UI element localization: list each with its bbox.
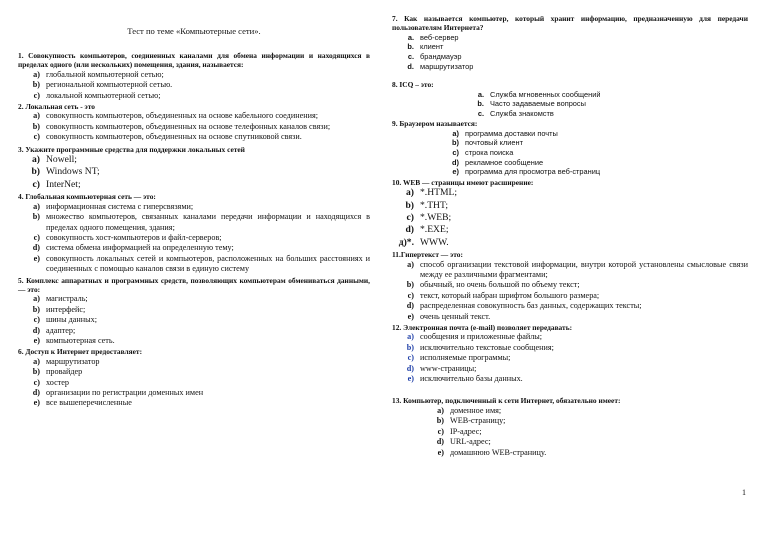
answer-option — [18, 70, 370, 80]
answer-option — [392, 448, 748, 458]
question-text: 6. Доступ к Интернет предоставляет: — [18, 347, 143, 357]
question-text: 7. Как называется компьютер, который хранит информацию, предназначенную для передачи пользователям Интернета? — [392, 14, 748, 33]
document-title: Тест по теме «Компьютерные сети». — [127, 26, 261, 36]
answer-option — [392, 343, 748, 353]
option-label: b) — [32, 304, 40, 314]
option-label: c) — [33, 315, 40, 325]
answer-option — [392, 224, 748, 236]
right-column — [392, 0, 748, 458]
option-label: c) — [407, 290, 414, 300]
option-label: a) — [407, 259, 414, 269]
answer-option — [18, 111, 370, 121]
option-label: d) — [405, 224, 414, 236]
question-text: 1. Совокупность компьютеров, соединенных каналами для обмена информации и находящихся в пределах одного (или нескольких) помещения, здания, называется: — [18, 51, 370, 70]
option-text: глобальной компьютерной сетью; — [46, 69, 164, 79]
option-text: совокупность локальных сетей и компьютеров, расположенных на больших расстояниях и соединенных с помощью каналов связи в единую систему — [46, 253, 370, 274]
option-text: строка поиска — [465, 147, 514, 157]
option-label: a. — [477, 89, 484, 99]
option-text: Служба знакомств — [490, 108, 554, 118]
answer-option — [18, 398, 370, 408]
option-label: b) — [32, 121, 40, 131]
option-label: c) — [437, 426, 444, 436]
option-label: d) — [32, 325, 40, 335]
answer-option — [18, 367, 370, 377]
option-text: маршрутизатор — [420, 61, 474, 71]
answer-option — [392, 42, 748, 52]
option-label: b) — [32, 212, 40, 222]
option-text: WEB-страницу; — [450, 416, 506, 426]
option-text: *.EXE; — [420, 224, 449, 236]
option-text: совокупность хост-компьютеров и файл-серверов; — [46, 232, 222, 242]
answer-option — [392, 332, 748, 342]
option-label: b) — [406, 280, 414, 290]
question-block-q9 — [392, 119, 748, 176]
answer-option — [18, 233, 370, 243]
option-label: b) — [32, 80, 40, 90]
option-text: исключительно базы данных. — [420, 374, 523, 384]
option-text: клиент — [420, 42, 444, 52]
answer-option — [392, 187, 748, 199]
option-label: c) — [33, 90, 40, 100]
answer-option — [18, 326, 370, 336]
option-label: e) — [33, 335, 40, 345]
option-text: исключительно текстовые сообщения; — [420, 342, 554, 352]
question-block-q4 — [18, 192, 370, 274]
option-text: способ организации текстовой информации, внутри которой установлены смысловые связи между ее различными фрагментами; — [420, 259, 748, 279]
question-text: 8. ICQ – это: — [392, 80, 434, 90]
question-text: 10. WEB — страницы имеют расширение: — [392, 177, 534, 187]
question-block-q10 — [392, 178, 748, 249]
option-text: Windows NT; — [46, 166, 100, 178]
option-text: домашнюю WEB-страницу. — [450, 447, 547, 457]
question-block-q13 — [392, 396, 748, 457]
answer-option — [392, 148, 748, 158]
option-label: a) — [437, 405, 444, 415]
option-label: a. — [407, 32, 414, 42]
answer-option — [18, 315, 370, 325]
option-text: совокупность компьютеров, объединенных на основе кабельного соединения; — [46, 111, 319, 121]
option-label: b) — [32, 367, 40, 377]
answer-option — [392, 374, 748, 384]
option-label: c) — [407, 353, 414, 363]
answer-option — [392, 212, 748, 224]
option-text: текст, который набран шрифтом большого размера; — [420, 290, 600, 300]
answer-option — [392, 406, 748, 416]
option-text: сообщения и приложенные файлы; — [420, 332, 543, 342]
answer-option — [18, 202, 370, 212]
left-column — [18, 0, 370, 409]
option-label: a) — [407, 332, 414, 342]
option-label: a) — [32, 154, 40, 166]
option-label: d) — [406, 363, 414, 373]
option-label: c. — [477, 108, 484, 118]
option-text: региональной компьютерной сетью. — [46, 80, 173, 90]
question-text: 2. Локальная сеть - это — [18, 102, 95, 112]
answer-option — [18, 305, 370, 315]
question-block-q8 — [392, 80, 748, 118]
answer-option — [18, 388, 370, 398]
option-text: распределенная совокупность баз данных, содержащих тексты; — [420, 301, 642, 311]
option-text: Nowell; — [46, 154, 77, 166]
option-label: d) — [436, 437, 444, 447]
answer-option — [18, 254, 370, 275]
answer-option — [392, 90, 748, 100]
option-label: e) — [33, 253, 40, 263]
option-label: b) — [405, 199, 414, 211]
answer-option — [18, 80, 370, 90]
option-label: a) — [33, 356, 40, 366]
question-text: 11.Гипертекст — это: — [392, 250, 463, 260]
option-text: веб-сервер — [420, 32, 459, 42]
option-text: интерфейс; — [46, 304, 86, 314]
option-text: компьютерная сеть. — [46, 335, 115, 345]
option-text: программа доставки почты — [465, 128, 558, 138]
option-label: a) — [33, 294, 40, 304]
option-label: e) — [407, 311, 414, 321]
question-block-q11 — [392, 250, 748, 322]
answer-option — [392, 301, 748, 311]
question-block-q6 — [18, 347, 370, 408]
option-label: b) — [406, 342, 414, 352]
answer-option — [18, 122, 370, 132]
option-label: a) — [33, 69, 40, 79]
option-text: шины данных; — [46, 315, 98, 325]
answer-option — [392, 129, 748, 139]
left-questions — [18, 51, 370, 409]
option-text: Часто задаваемые вопросы — [490, 99, 586, 109]
answer-option — [18, 212, 370, 233]
option-text: очень ценный текст. — [420, 311, 491, 321]
answer-option — [18, 132, 370, 142]
question-block-q2 — [18, 102, 370, 143]
option-text: *.WEB; — [420, 211, 452, 223]
answer-option — [392, 237, 748, 249]
option-label: d. — [407, 61, 414, 71]
option-label: c) — [406, 211, 414, 223]
option-text: хостер — [46, 377, 70, 387]
option-label: b. — [407, 42, 414, 52]
answer-option — [18, 154, 370, 166]
question-text: 9. Браузером называется: — [392, 119, 478, 129]
option-text: маршрутизатор — [46, 356, 100, 366]
option-text: все вышеперечисленные — [46, 398, 132, 408]
answer-option — [18, 294, 370, 304]
answer-option — [392, 260, 748, 281]
question-text: 13. Компьютер, подключенный к сети Интернет, обязательно имеет: — [392, 396, 621, 406]
question-text: 12. Электронная почта (e-mail) позволяет передавать: — [392, 323, 573, 333]
right-questions — [392, 14, 748, 458]
option-text: обычный, но очень большой по объему текст; — [420, 280, 580, 290]
option-label: a) — [452, 128, 459, 138]
option-text: InterNet; — [46, 178, 81, 190]
answer-option — [392, 62, 748, 72]
question-text: 4. Глобальная компьютерная сеть — это: — [18, 192, 156, 202]
answer-option — [18, 179, 370, 191]
option-text: множество компьютеров, связанных каналами передачи информации и находящихся в пределах одного помещения, здания; — [46, 212, 370, 232]
answer-option — [392, 167, 748, 177]
answer-option — [18, 91, 370, 101]
answer-option — [392, 33, 748, 43]
page-number: 1 — [742, 488, 746, 497]
question-block-q1 — [18, 51, 370, 101]
answer-option — [392, 437, 748, 447]
option-text: совокупность компьютеров, объединенных на основе телефонных каналов связи; — [46, 121, 331, 131]
answer-option — [392, 312, 748, 322]
answer-option — [18, 357, 370, 367]
answer-option — [392, 353, 748, 363]
option-label: c) — [32, 178, 40, 190]
answer-option — [392, 427, 748, 437]
option-text: WWW. — [420, 236, 449, 248]
option-text: программа для просмотра веб-страниц — [465, 167, 601, 177]
option-text: локальной компьютерной сетью; — [46, 90, 161, 100]
option-text: Служба мгновенных сообщений — [490, 89, 601, 99]
option-label: a) — [33, 201, 40, 211]
option-text: *.HTML; — [420, 187, 458, 199]
option-label: c) — [452, 147, 459, 157]
answer-option — [18, 336, 370, 346]
answer-option — [18, 243, 370, 253]
option-text: организации по регистрации доменных имен — [46, 388, 204, 397]
option-label: a) — [33, 111, 40, 121]
option-text: www-страницы; — [420, 363, 477, 373]
option-text: почтовый клиент — [465, 138, 523, 148]
question-block-q12 — [392, 323, 748, 384]
option-text: рекламное сообщение — [465, 157, 544, 167]
option-text: адаптер; — [46, 325, 76, 335]
option-label: a) — [406, 187, 414, 199]
option-label: d) — [406, 301, 414, 311]
option-label: c) — [33, 232, 40, 242]
option-text: *.THT; — [420, 199, 448, 211]
question-text: 3. Укажите программные средства для поддержки локальных сетей — [18, 144, 245, 154]
answer-option — [18, 166, 370, 178]
option-label: д)*. — [398, 236, 414, 248]
option-label: d) — [32, 243, 40, 253]
option-text: исполняемые программы; — [420, 353, 511, 363]
answer-option — [18, 378, 370, 388]
option-label: b) — [436, 416, 444, 426]
option-text: система обмена информацией на определенную тему; — [46, 243, 234, 253]
answer-option — [392, 52, 748, 62]
answer-option — [392, 99, 748, 109]
option-label: b. — [477, 99, 484, 109]
option-text: доменное имя; — [450, 405, 502, 415]
question-block-q5 — [18, 276, 370, 347]
option-text: провайдер — [46, 367, 83, 377]
answer-option — [392, 158, 748, 168]
option-text: URL-адрес; — [450, 437, 491, 447]
option-label: d) — [452, 157, 459, 167]
option-label: e) — [33, 398, 40, 408]
question-block-q3 — [18, 145, 370, 192]
option-label: e) — [437, 447, 444, 457]
option-label: e) — [407, 374, 414, 384]
option-label: c. — [407, 52, 414, 61]
option-text: информационная система с гиперсвязями; — [46, 201, 194, 211]
option-label: b) — [31, 166, 40, 178]
answer-option — [392, 138, 748, 148]
answer-option — [392, 280, 748, 290]
option-text: магистраль; — [46, 294, 88, 304]
option-text: IP-адрес; — [450, 426, 482, 436]
answer-option — [392, 416, 748, 426]
question-text: 5. Комплекс аппаратных и программных средств, позволяющих компьютерам обмениваться данными, — это: — [18, 275, 370, 294]
question-block-q7 — [392, 14, 748, 71]
option-label: c) — [33, 377, 40, 387]
answer-option — [392, 200, 748, 212]
option-label: b) — [452, 138, 459, 148]
option-label: e) — [452, 167, 459, 177]
option-text: брандмауэр — [420, 52, 462, 61]
answer-option — [392, 364, 748, 374]
option-label: d) — [32, 388, 40, 397]
option-text: совокупность компьютеров, объединенных на основе спутниковой связи. — [46, 132, 302, 142]
answer-option — [392, 291, 748, 301]
option-label: c) — [33, 132, 40, 142]
answer-option — [392, 109, 748, 119]
